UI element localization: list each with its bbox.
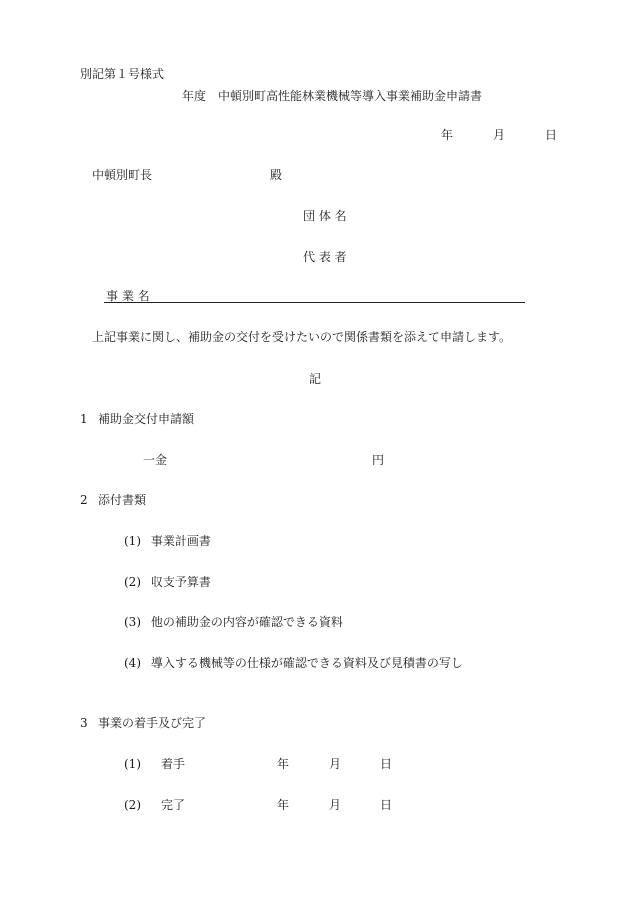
- date-line: [441, 128, 557, 142]
- section-1-title: 補助金交付申請額: [98, 412, 195, 426]
- project-name-underline: [104, 302, 525, 303]
- addressee: 中頓別町長: [92, 168, 153, 182]
- section-2-number: 2: [80, 493, 88, 507]
- section-3-number: 3: [80, 716, 88, 730]
- date-day: 日: [545, 128, 558, 142]
- schedule-start-year: 年: [277, 757, 290, 771]
- date-year: 年: [441, 128, 454, 142]
- schedule-start-label: 着手: [161, 757, 186, 771]
- schedule-end-label: 完了: [161, 798, 186, 812]
- amount-prefix: 一金: [143, 453, 168, 467]
- schedule-end-year: 年: [277, 798, 290, 812]
- ki-label: 記: [309, 372, 322, 386]
- schedule-end-month: 月: [329, 798, 342, 812]
- attachment-text: 導入する機械等の仕様が確認できる資料及び見積書の写し: [150, 656, 463, 670]
- representative-label: 代 表 者: [303, 250, 347, 264]
- project-name-label: 事 業 名: [106, 289, 150, 303]
- honorific: 殿: [270, 168, 283, 182]
- schedule-start-month: 月: [329, 757, 342, 771]
- attachment-number: (1): [124, 534, 141, 548]
- section-2-title: 添付書類: [98, 493, 147, 507]
- schedule-start-number: (1): [124, 757, 141, 771]
- attachment-text: 収支予算書: [150, 575, 211, 589]
- form-label: 別記第１号様式: [80, 67, 165, 81]
- schedule-start-day: 日: [380, 757, 393, 771]
- request-text: 上記事業に関し、補助金の交付を受けたいので関係書類を添えて申請します。: [92, 330, 512, 344]
- attachment-text: 他の補助金の内容が確認できる資料: [150, 615, 343, 629]
- attachment-item: [124, 575, 211, 589]
- group-name-label: 団 体 名: [303, 209, 347, 223]
- attachment-number: (2): [124, 575, 141, 589]
- document-title: 年度 中頓別町高性能林業機械等導入事業補助金申請書: [182, 89, 483, 103]
- amount-unit: 円: [372, 453, 385, 467]
- attachment-item: [124, 534, 211, 548]
- section-1-number: 1: [80, 412, 88, 426]
- attachment-item: [124, 656, 463, 670]
- schedule-end-day: 日: [380, 798, 393, 812]
- attachment-text: 事業計画書: [150, 534, 211, 548]
- attachment-number: (3): [124, 615, 141, 629]
- attachment-item: [124, 615, 343, 629]
- date-month: 月: [493, 128, 506, 142]
- schedule-end-number: (2): [124, 798, 141, 812]
- section-3-title: 事業の着手及び完了: [98, 716, 207, 730]
- attachment-number: (4): [124, 656, 141, 670]
